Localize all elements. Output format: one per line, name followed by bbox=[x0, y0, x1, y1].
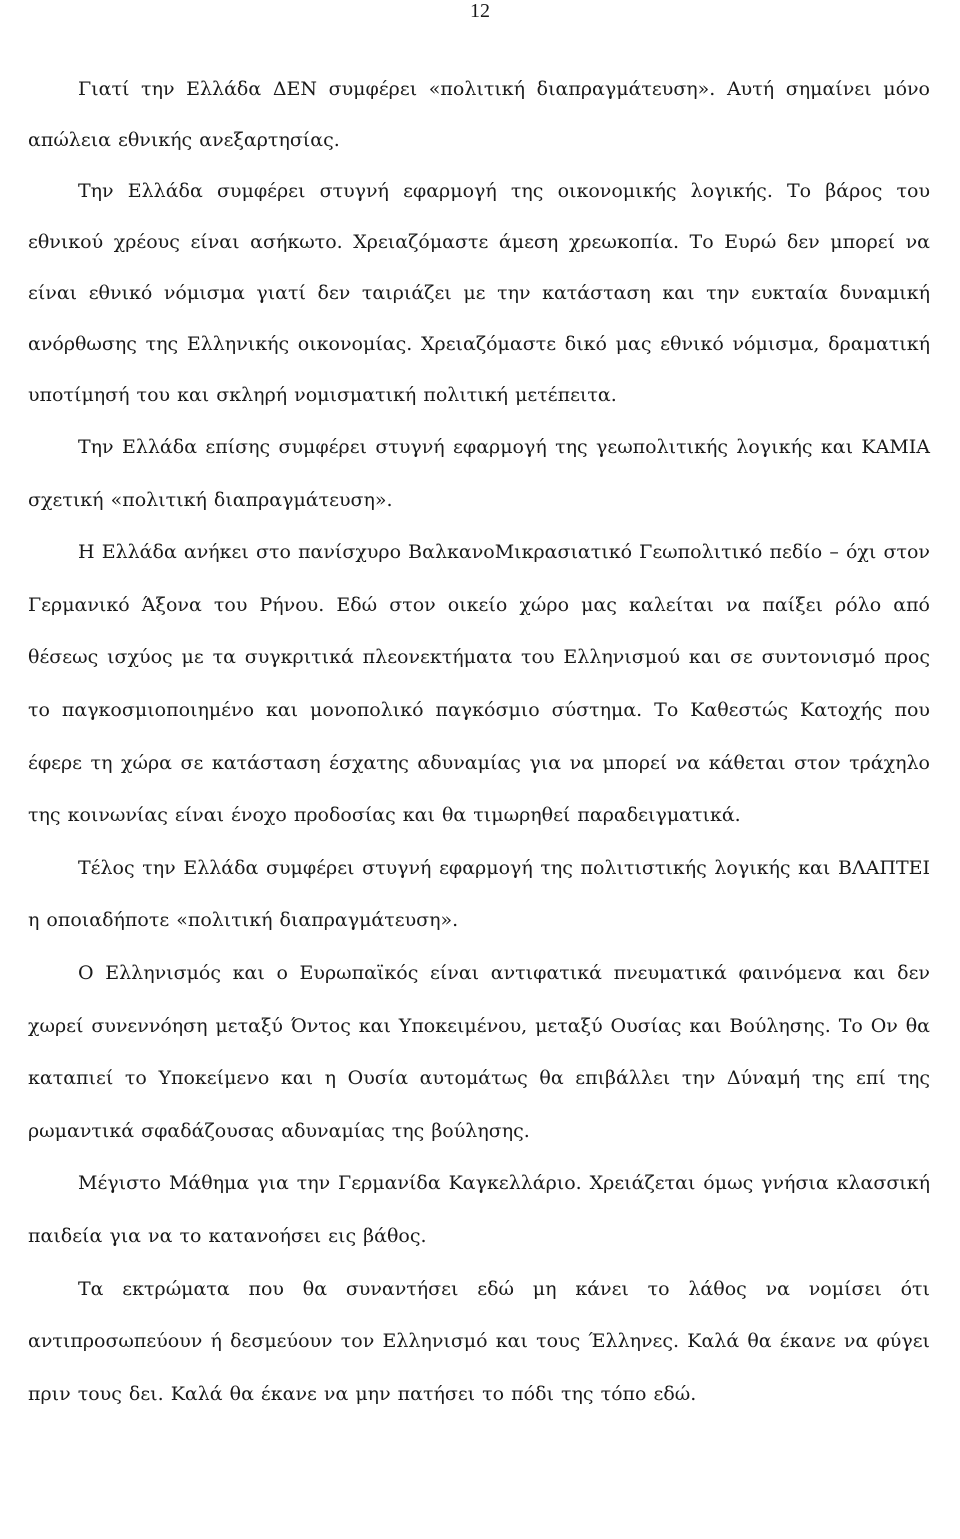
paragraph-8: Τα εκτρώματα που θα συναντήσει εδώ μη κάνει το λάθος να νομίσει ότι αντιπροσωπεύουν ή δεσμεύουν τον Ελληνισμό και τους Έλληνες. Καλά θα έκανε να φύγει πριν τους δει. Καλά θα έκανε να μην πατήσει το πόδι της τόπο εδώ. bbox=[28, 1277, 930, 1405]
paragraph-6: Ο Ελληνισμός και ο Ευρωπαϊκός είναι αντιφατικά πνευματικά φαινόμενα και δεν χωρεί συνεννόηση μεταξύ Όντος και Υποκειμένου, μεταξύ Ουσίας και Βούλησης. Το Ον θα καταπιεί το Υποκείμενο και η Ουσία αυτομάτως θα επιβάλλει την Δύναμή της επί της ρωμαντικά σφαδάζουσας αδυναμίας της βούλησης. bbox=[28, 961, 930, 1142]
page-number: 12 bbox=[470, 0, 490, 22]
paragraph-3: Την Ελλάδα επίσης συμφέρει στυγνή εφαρμογή της γεωπολιτικής λογικής και ΚΑΜΙΑ σχετική «πολιτική διαπραγμάτευση». bbox=[28, 436, 930, 511]
paragraph-4: Η Ελλάδα ανήκει στο πανίσχυρο ΒαλκανοΜικρασιατικό Γεωπολιτικό πεδίο – όχι στον Γερμανικό Άξονα του Ρήνου. Εδώ στον οικείο χώρο μας καλείται να παίξει ρόλο από θέσεως ισχύος με τα συγκριτικά πλεονεκτήματα του Ελληνισμού και σε συντονισμό προς το παγκοσμιοποιημένο και μονοπολικό παγκόσμιο σύστημα. Το Καθεστώς Κατοχής που έφερε τη χώρα σε κατάσταση έσχατης αδυναμίας για να μπορεί να κάθεται στον τράχηλο της κοινωνίας είναι ένοχο προδοσίας και θα τιμωρηθεί παραδειγματικά. bbox=[28, 541, 930, 827]
paragraph-7: Μέγιστο Μάθημα για την Γερμανίδα Καγκελλάριο. Χρειάζεται όμως γνήσια κλασσική παιδεία για να το κατανοήσει εις βάθος. bbox=[28, 1172, 930, 1247]
paragraph-2: Την Ελλάδα συμφέρει στυγνή εφαρμογή της οικονομικής λογικής. Το βάρος του εθνικού χρέους είναι ασήκωτο. Χρειαζόμαστε άμεση χρεωκοπία. Το Ευρώ δεν μπορεί να είναι εθνικό νόμισμα γιατί δεν ταιριάζει με την κατάσταση και την ευκταία δυναμική ανόρθωσης της Ελληνικής οικονομίας. Χρειαζόμαστε δικό μας εθνικό νόμισμα, δραματική υποτίμησή του και σκληρή νομισματική πολιτική μετέπειτα. bbox=[28, 180, 930, 406]
paragraph-5: Τέλος την Ελλάδα συμφέρει στυγνή εφαρμογή της πολιτιστικής λογικής και ΒΛΑΠΤΕΙ η οποιαδήποτε «πολιτική διαπραγμάτευση». bbox=[28, 856, 930, 932]
document-body bbox=[28, 64, 930, 1420]
paragraph-1: Γιατί την Ελλάδα ΔΕΝ συμφέρει «πολιτική διαπραγμάτευση». Αυτή σημαίνει μόνο απώλεια εθνικής ανεξαρτησίας. bbox=[28, 78, 930, 151]
